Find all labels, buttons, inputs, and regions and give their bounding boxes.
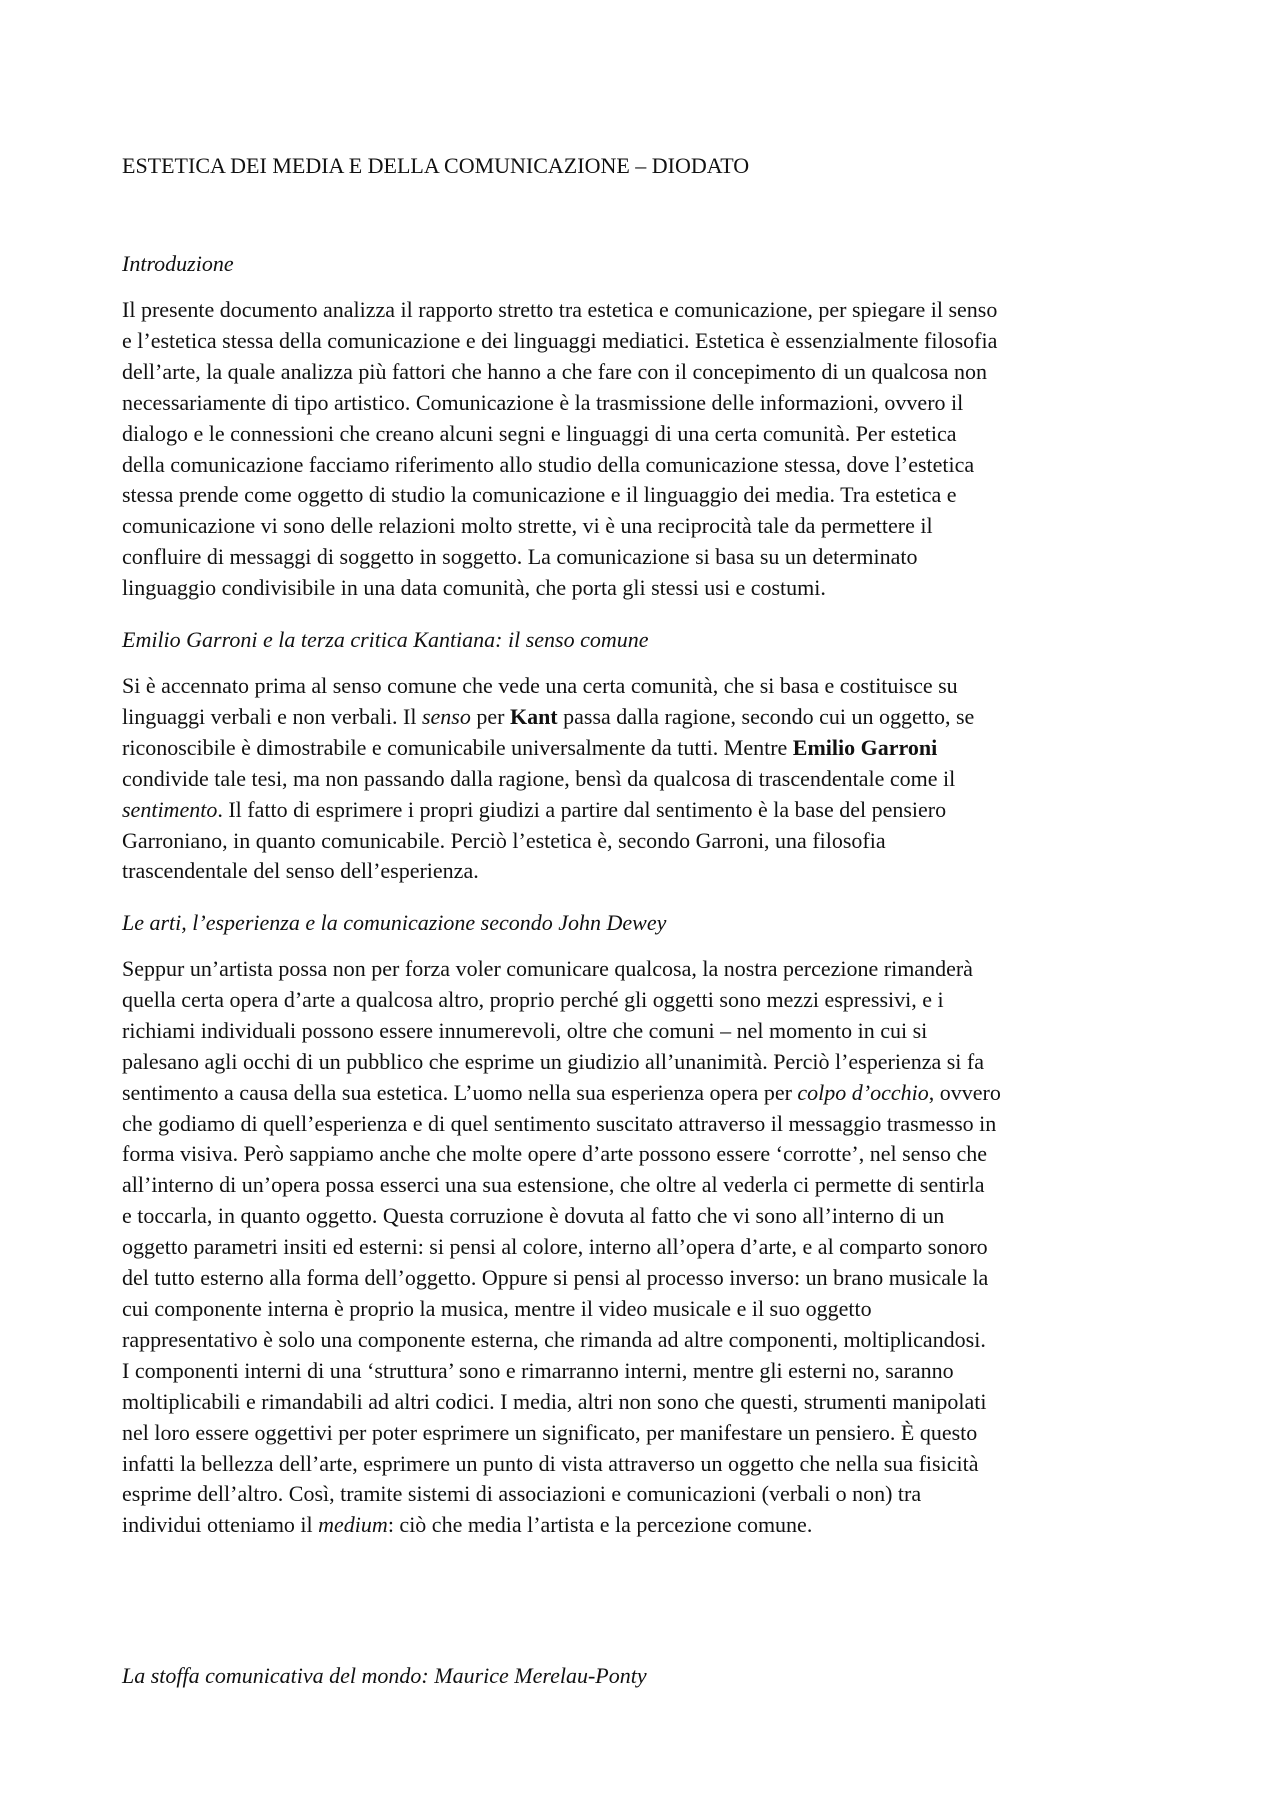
paragraph-garroni [122, 671, 1168, 887]
text-line: Si è accennato prima al senso comune che vede una certa comunità, che si basa e costituisce su [122, 673, 958, 698]
text-line: linguaggi verbali e non verbali. Il senso per Kant passa dalla ragione, secondo cui un oggetto, se [122, 703, 975, 729]
text-line: forma visiva. Però sappiamo anche che molte opere d’arte possono essere ‘corrotte’, nel senso che [122, 1141, 988, 1167]
text-line: cui componente interna è proprio la musica, mentre il video musicale e il suo oggetto [122, 1295, 872, 1321]
text-line: della comunicazione facciamo riferimento allo studio della comunicazione stessa, dove l’estetica [122, 451, 975, 477]
text-line: esprime dell’altro. Così, tramite sistemi di associazioni e comunicazioni (verbali o non) tra [122, 1481, 922, 1507]
section-heading-garroni: Emilio Garroni e la terza critica Kantiana: il senso comune [122, 627, 649, 652]
paragraph-dewey [122, 954, 1168, 1541]
text-line: comunicazione vi sono delle relazioni molto strette, vi è una reciprocità tale da permettere il [122, 513, 933, 539]
text-line: che godiamo di quell’esperienza e di quel sentimento suscitato attraverso il messaggio trasmesso in [122, 1110, 997, 1136]
text-line: rappresentativo è solo una componente esterna, che rimanda ad altre componenti, moltiplicandosi. [122, 1326, 986, 1352]
text-line: I componenti interni di una ‘struttura’ sono e rimarranno interni, mentre gli esterni no, saranno [122, 1357, 954, 1383]
text-line: dialogo e le connessioni che creano alcuni segni e linguaggi di una certa comunità. Per estetica [122, 420, 957, 446]
text-line: Il presente documento analizza il rapporto stretto tra estetica e comunicazione, per spiegare il senso [122, 297, 998, 322]
text-line: linguaggio condivisibile in una data comunità, che porta gli stessi usi e costumi. [122, 575, 826, 601]
text-line: nel loro essere oggettivi per poter esprimere un significato, per manifestare un pensiero. È questo [122, 1419, 978, 1445]
text-line: trascendentale del senso dell’esperienza. [122, 858, 479, 884]
text-line: sentimento a causa della sua estetica. L’uomo nella sua esperienza opera per colpo d’occhio, ovvero [122, 1079, 1001, 1105]
text-line: individui otteniamo il medium: ciò che media l’artista e la percezione comune. [122, 1512, 813, 1538]
section-heading-dewey: Le arti, l’esperienza e la comunicazione secondo John Dewey [122, 910, 667, 935]
section-heading-merleau-ponty: La stoffa comunicativa del mondo: Maurice Merelau-Ponty [122, 1663, 647, 1688]
text-line: stessa prende come oggetto di studio la comunicazione e il linguaggio dei media. Tra estetica e [122, 482, 957, 508]
text-line: del tutto esterno alla forma dell’oggetto. Oppure si pensi al processo inverso: un brano musicale la [122, 1265, 989, 1291]
text-line: sentimento. Il fatto di esprimere i propri giudizi a partire dal sentimento è la base del pensiero [122, 796, 947, 822]
emphasis-emilio-garroni: Emilio Garroni [792, 734, 938, 760]
text-line: dell’arte, la quale analizza più fattori che hanno a che fare con il concepimento di un qualcosa non [122, 358, 987, 384]
text-line: richiami individuali possono essere innumerevoli, oltre che comuni – nel momento in cui si [122, 1017, 928, 1043]
text-line: infatti la bellezza dell’arte, esprimere un punto di vista attraverso un oggetto che nella sua fisicità [122, 1450, 979, 1476]
emphasis-medium: medium [318, 1512, 388, 1538]
text-line: Garroniano, in quanto comunicabile. Perciò l’estetica è, secondo Garroni, una filosofia [122, 827, 886, 853]
section-heading-introduzione: Introduzione [122, 251, 234, 276]
text-line: condivide tale tesi, ma non passando dalla ragione, bensì da qualcosa di trascendentale come il [122, 765, 956, 791]
emphasis-colpo-d-occhio: colpo d’occhio [797, 1079, 929, 1105]
text-line: quella certa opera d’arte a qualcosa altro, proprio perché gli oggetti sono mezzi espressivi, e i [122, 986, 944, 1012]
emphasis-senso: senso [421, 703, 471, 729]
text-line: confluire di messaggi di soggetto in soggetto. La comunicazione si basa su un determinato [122, 544, 918, 570]
text-line: Seppur un’artista possa non per forza voler comunicare qualcosa, la nostra percezione rimanderà [122, 956, 973, 981]
paragraph-introduzione [122, 295, 1168, 604]
emphasis-sentimento: sentimento [122, 796, 218, 822]
text-line: oggetto parametri insiti ed esterni: si pensi al colore, interno all’opera d’arte, e al comparto sonoro [122, 1234, 988, 1260]
text-line: all’interno di un’opera possa esserci una sua estensione, che oltre al vederla ci permette di sentirla [122, 1172, 985, 1198]
text-line: riconoscibile è dimostrabile e comunicabile universalmente da tutti. Mentre Emilio Garroni [122, 734, 938, 760]
emphasis-kant: Kant [509, 703, 558, 729]
text-line: moltiplicabili e rimandabili ad altri codici. I media, altri non sono che questi, strumenti manipolati [122, 1388, 987, 1414]
document-title: ESTETICA DEI MEDIA E DELLA COMUNICAZIONE – DIODATO [122, 153, 750, 178]
text-line: e l’estetica stessa della comunicazione e dei linguaggi mediatici. Estetica è essenzialmente filosofia [122, 327, 998, 353]
text-line: necessariamente di tipo artistico. Comunicazione è la trasmissione delle informazioni, ovvero il [122, 389, 964, 415]
text-line: e toccarla, in quanto oggetto. Questa corruzione è dovuta al fatto che vi sono all’interno di un [122, 1203, 945, 1229]
text-line: palesano agli occhi di un pubblico che esprime un giudizio all’unanimità. Perciò l’esperienza si fa [122, 1048, 984, 1074]
document-page [122, 0, 1168, 1811]
